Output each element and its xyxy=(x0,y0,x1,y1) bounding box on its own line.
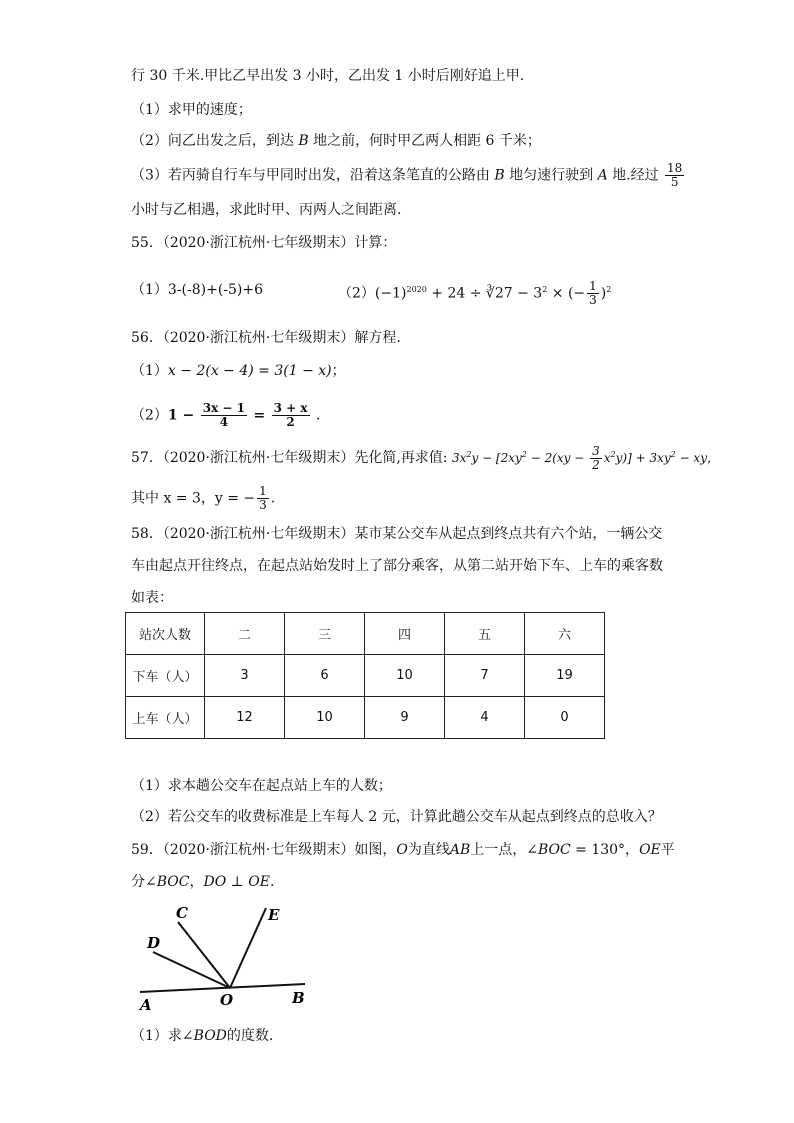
q58-line1: 58．（2020·浙江杭州·七年级期末）某市某公交车从起点到终点共有六个站，一辆公交 xyxy=(131,526,663,542)
table-cell: 3 xyxy=(205,655,285,697)
q58-line3: 如表： xyxy=(131,590,173,606)
table-header-row xyxy=(126,613,605,655)
table-cell: 12 xyxy=(205,697,285,739)
table-cell: 上车（人） xyxy=(126,697,205,739)
q55-part1: （1）3-(-8)+(-5)+6 xyxy=(131,282,264,298)
label-c: C xyxy=(176,904,188,922)
q59-line1: 59．（2020·浙江杭州·七年级期末）如图，O为直线AB上一点，∠BOC = 130°，OE平 xyxy=(131,842,675,858)
label-a: A xyxy=(140,996,152,1014)
ray-oc xyxy=(178,922,230,988)
q57-condition: 其中 x = 3，y = − $\frac{1}{3}$ . xyxy=(131,484,276,512)
q58-part1: （1）求本趟公交车在起点站上车的人数； xyxy=(131,778,392,794)
table-cell: 二 xyxy=(205,613,285,655)
q58-line2: 车由起点开往终点，在起点站始发时上了部分乘客，从第二站开始下车、上车的乘客数 xyxy=(131,558,663,574)
q56-part2: （2）1 − $\frac{3x - 1}{4}$ = $\frac{3 + x}{2}$ ． xyxy=(131,401,331,429)
table-cell: 6 xyxy=(285,655,365,697)
table-cell: 10 xyxy=(365,655,445,697)
q56-part1: （1）x − 2(x − 4) = 3(1 − x)； xyxy=(131,363,346,379)
text-line-5: 小时与乙相遇，求此时甲、丙两人之间距离. xyxy=(131,202,402,218)
label-d: D xyxy=(147,934,161,952)
table-cell: 六 xyxy=(525,613,605,655)
label-b: B xyxy=(292,989,305,1007)
text-line-2: （1）求甲的速度； xyxy=(131,102,252,118)
q57-heading: 57．（2020·浙江杭州·七年级期末）先化简,再求值: $3x^2y - [2xy^2 - 2(xy$ − $\frac{3}{2}$ $x^2y)] + 3xy^2$ − xy， xyxy=(131,444,719,472)
table-cell: 五 xyxy=(445,613,525,655)
q59-line2: 分∠BOC，DO ⊥ OE. xyxy=(131,874,275,890)
table-cell: 三 xyxy=(285,613,365,655)
q59-part1: （1）求∠BOD的度数. xyxy=(131,1028,274,1044)
fraction-18-5: $\frac{18}{5}$ xyxy=(667,161,683,189)
table-cell: 站次人数 xyxy=(126,613,205,655)
q55-heading: 55．（2020·浙江杭州·七年级期末）计算： xyxy=(131,235,397,251)
table-cell: 下车（人） xyxy=(126,655,205,697)
ray-oe xyxy=(230,908,266,988)
table-cell: 10 xyxy=(285,697,365,739)
table-row xyxy=(126,697,605,739)
table-cell: 19 xyxy=(525,655,605,697)
table-cell: 9 xyxy=(365,697,445,739)
ray-od xyxy=(153,952,230,988)
table-cell: 四 xyxy=(365,613,445,655)
text-line-3: （2）问乙出发之后，到达 B 地之前，何时甲乙两人相距 6 千米； xyxy=(131,133,541,149)
table-row xyxy=(126,655,605,697)
table-cell: 0 xyxy=(525,697,605,739)
table-cell: 4 xyxy=(445,697,525,739)
table-cell: 7 xyxy=(445,655,525,697)
passenger-table xyxy=(125,612,605,739)
label-o: O xyxy=(220,991,234,1009)
q58-part2: （2）若公交车的收费标准是上车每人 2 元，计算此趟公交车从起点到终点的总收入？ xyxy=(131,809,662,825)
label-e: E xyxy=(268,906,280,924)
q55-part2: $(2)(-1)^{2020} + 24$ ÷ ∛27 − $3^2$ × (− $\frac{1}{3}$ )$^2$ xyxy=(338,279,612,308)
geometry-figure xyxy=(130,900,320,1020)
text-line-1: 行 30 千米.甲比乙早出发 3 小时，乙出发 1 小时后刚好追上甲. xyxy=(131,68,525,84)
text-line-4: （3）若丙骑自行车与甲同时出发，沿着这条笔直的公路由 B 地匀速行驶到 A 地.经过 $\frac{18}{5}$ xyxy=(131,161,683,189)
q56-heading: 56．（2020·浙江杭州·七年级期末）解方程． xyxy=(131,330,411,346)
